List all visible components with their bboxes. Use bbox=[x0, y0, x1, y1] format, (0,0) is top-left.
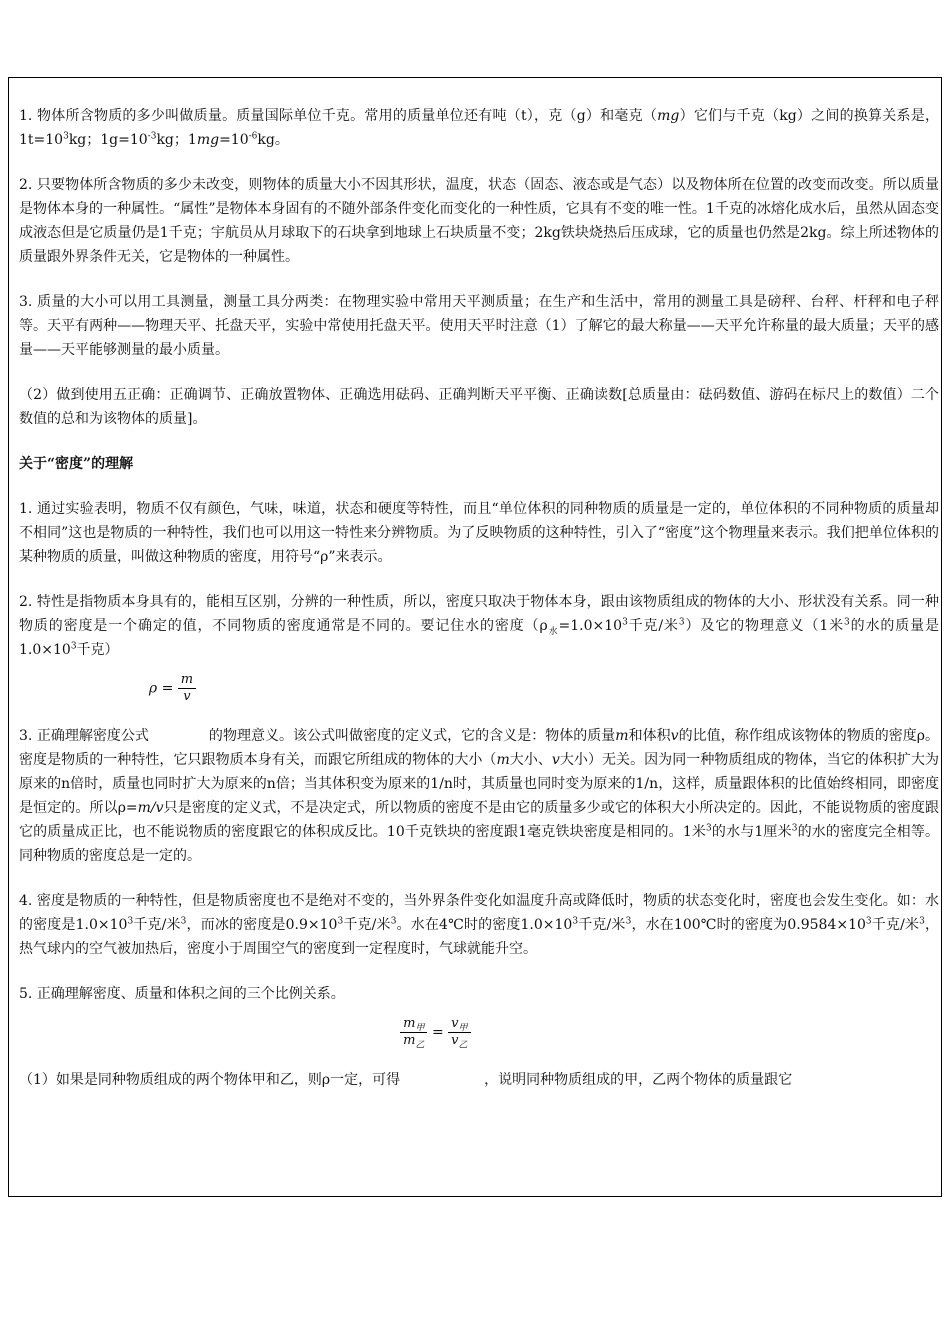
density-formula: ρ = $\frac{m}{v}$ bbox=[149, 716, 209, 740]
paragraph-density-1: 1. 通过实验表明，物质不仅有颜色，气味，味道，状态和硬度等特性，而且“单位体积的同种物质的质量是一定的，单位体积的不同种物质的质量却不相同”这也是物质的一种特性，我们也可以用这一特性来分辨物质。为了反映物质的这种特性，引入了“密度”这个物理量来表示。我们把单位体积的某种物质的质量，叫做这种物质的密度，用符号“ρ”来表示。 bbox=[19, 501, 939, 565]
paragraph-density-4: 4. 密度是物质的一种特性，但是物质密度也不是绝对不变的，当外界条件变化如温度升高或降低时，物质的状态变化时，密度也会发生变化。如：水的密度是$1.0\times 10^3$千克/米$^3$，而冰的密度是$0.9\times 10^3$千克/米$^3$。水在4℃时的密度$1.0\times 10^3$千克/米$^3$，水在100℃时的密度为$0.9584\times 10^3$千克/米$^3$，热气球内的空气被加热后，密度小于周围空气的密度到一定程度时，气球就能升空。 bbox=[19, 893, 940, 957]
paragraph-density-2: 2. 特性是指物质本身具有的，能相互区别，分辨的一种性质，所以，密度只取决于物体本身，跟由该物质组成的物体的大小、形状没有关系。同一种物质的密度是一个确定的值，不同物质的密度通常是不同的。要记住水的密度（$\rho_水=1.0\times 10^3$千克/米$^3$）及它的物理意义（1米$^3$的水的质量是$1.0\times 10^3$千克） bbox=[19, 594, 940, 658]
paragraph-mass-1: 1. 物体所含物质的多少叫做质量。质量国际单位千克。常用的质量单位还有吨（t），克（g）和毫克（mg）它们与千克（kg）之间的换算关系是，$1t=10^3kg$；$1g=10^{-3}kg$；$1mg=10^{-6}kg$。 bbox=[19, 108, 939, 148]
document-frame bbox=[8, 77, 942, 1197]
document-content bbox=[19, 104, 939, 1113]
paragraph-density-6: （1）如果是同种物质组成的两个物体甲和乙，则ρ一定，可得 $\frac{m_甲}{m_乙}$ = $\frac{v_甲}{v_乙}$ ，说明同种物质组成的甲，乙两个物体的质量跟它 bbox=[19, 1016, 793, 1088]
paragraph-mass-3: 3. 质量的大小可以用工具测量，测量工具分两类：在物理实验中常用天平测质量；在生产和生活中，常用的测量工具是磅秤、台秤、杆秤和电子秤等。天平有两种——物理天平、托盘天平，实验中常使用托盘天平。使用天平时注意（1）了解它的最大称量——天平允许称量的最大质量；天平的感量——天平能够测量的最小质量。 bbox=[19, 294, 939, 358]
ratio-formula: $\frac{m_甲}{m_乙}$ = $\frac{v_甲}{v_乙}$ bbox=[400, 1060, 484, 1084]
paragraph-mass-2: 2. 只要物体所含物质的多少未改变，则物体的质量大小不因其形状，温度，状态（固态、液态或是气态）以及物体所在位置的改变而改变。所以质量是物体本身的一种属性。“属性”是物体本身固有的不随外部条件变化而变化的一种性质，它具有不变的唯一性。1千克的冰熔化成水后，虽然从固态变成液态但是它质量仍是1千克；宇航员从月球取下的石块拿到地球上石块质量不变；2kg铁块烧热后压成球，它的质量也仍然是2kg。综上所述物体的质量跟外界条件无关，它是物体的一种属性。 bbox=[19, 177, 939, 265]
paragraph-density-5: 5. 正确理解密度、质量和体积之间的三个比例关系。 bbox=[19, 986, 345, 1002]
paragraph-mass-4: （2）做到使用五正确：正确调节、正确放置物体、正确选用砝码、正确判断天平平衡、正确读数[总质量由：砝码数值、游码在标尺上的数值）二个数值的总和为该物体的质量]。 bbox=[19, 387, 939, 427]
paragraph-density-3: 3. 正确理解密度公式 ρ = $\frac{m}{v}$ 的物理意义。该公式叫做密度的定义式，它的含义是：物体的质量m和体积v的比值，称作组成该物体的物质的密度ρ。密度是物质的一种特性，它只跟物质本身有关，而跟它所组成的物体的大小（m大小、v大小）无关。因为同一种物质组成的物体，当它的体积扩大为原来的n倍时，质量也同时扩大为原来的n倍；当其体积变为原来的1/n时，其质量也同时变为原来的1/n，这样，质量跟体积的比值始终相同，即密度是恒定的。所以ρ=m/v只是密度的定义式，不是决定式，所以物质的密度不是由它的质量多少或它的体积大小所决定的。因此，不能说物质的密度跟它的质量成正比，也不能说物质的密度跟它的体积成反比。10千克铁块的密度跟1毫克铁块密度是相同的。1米$^3$的水与1厘米$^3$的水的密度完全相等。同种物质的密度总是一定的。 bbox=[19, 672, 940, 864]
section-heading-density: 关于“密度”的理解 bbox=[19, 456, 134, 472]
